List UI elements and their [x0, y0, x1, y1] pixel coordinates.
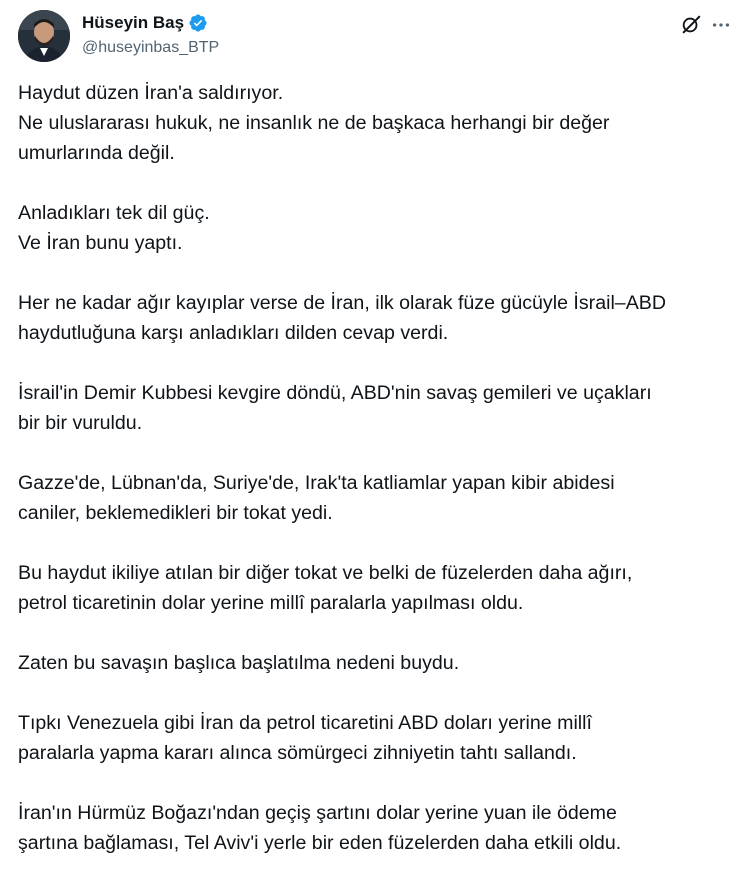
tweet-paragraph [18, 798, 742, 858]
tweet-paragraph [18, 558, 742, 618]
tweet-line: Haydut düzen İran'a saldırıyor. [18, 82, 284, 104]
tweet-line: haydutluğuna karşı anladıkları dilden cevap verdi. [18, 322, 449, 344]
user-meta [82, 11, 219, 59]
tweet-paragraph [18, 198, 742, 258]
tweet-paragraph [18, 78, 742, 168]
tweet-line: Her ne kadar ağır kayıplar verse de İran, ilk olarak füze gücüyle İsrail–ABD [18, 292, 666, 314]
tweet-text [18, 78, 742, 888]
header-actions [676, 12, 736, 38]
tweet-paragraph [18, 648, 742, 678]
tweet-line: caniler, beklemedikleri bir tokat yedi. [18, 502, 333, 524]
tweet-line: umurlarında değil. [18, 142, 175, 164]
tweet-header [18, 10, 736, 66]
tweet-line: İsrail'in Demir Kubbesi kevgire döndü, ABD'nin savaş gemileri ve uçakları [18, 382, 652, 404]
tweet-line: Anladıkları tek dil güç. [18, 202, 210, 224]
tweet-line: İran'ın Hürmüz Boğazı'ndan geçiş şartını dolar yerine yuan ile ödeme [18, 802, 617, 824]
verified-badge-icon[interactable] [188, 13, 208, 33]
tweet-paragraph [18, 288, 742, 348]
tweet-line: bir bir vuruldu. [18, 412, 143, 434]
tweet-line: Gazze'de, Lübnan'da, Suriye'de, Irak'ta katliamlar yapan kibir abidesi [18, 472, 615, 494]
tweet-line: Bu haydut ikiliye atılan bir diğer tokat ve belki de füzelerden daha ağırı, [18, 562, 633, 584]
tweet-line: Ne uluslararası hukuk, ne insanlık ne de başkaca herhangi bir değer [18, 112, 610, 134]
tweet-line: paralarla yapma kararı alınca sömürgeci zihniyetin tahtı sallandı. [18, 742, 577, 764]
tweet-line: Zaten bu savaşın başlıca başlatılma nedeni buydu. [18, 652, 460, 674]
tweet-line: Ve İran bunu yaptı. [18, 232, 183, 254]
tweet-paragraph [18, 708, 742, 768]
tweet-paragraph [18, 378, 742, 438]
grok-icon[interactable] [676, 12, 706, 38]
user-handle[interactable]: @huseyinbas_BTP [82, 39, 220, 56]
display-name[interactable]: Hüseyin Baş [82, 13, 185, 32]
tweet-line: petrol ticaretinin dolar yerine millî paralarla yapılması oldu. [18, 592, 524, 614]
avatar-image [18, 10, 70, 62]
avatar[interactable] [18, 10, 70, 62]
display-name-row [82, 11, 219, 35]
more-icon[interactable] [706, 12, 736, 38]
tweet-line: şartına bağlaması, Tel Aviv'i yerle bir eden füzelerden daha etkili oldu. [18, 832, 622, 854]
tweet-line: Tıpkı Venezuela gibi İran da petrol ticaretini ABD doları yerine millî [18, 712, 592, 734]
tweet-paragraph [18, 468, 742, 528]
